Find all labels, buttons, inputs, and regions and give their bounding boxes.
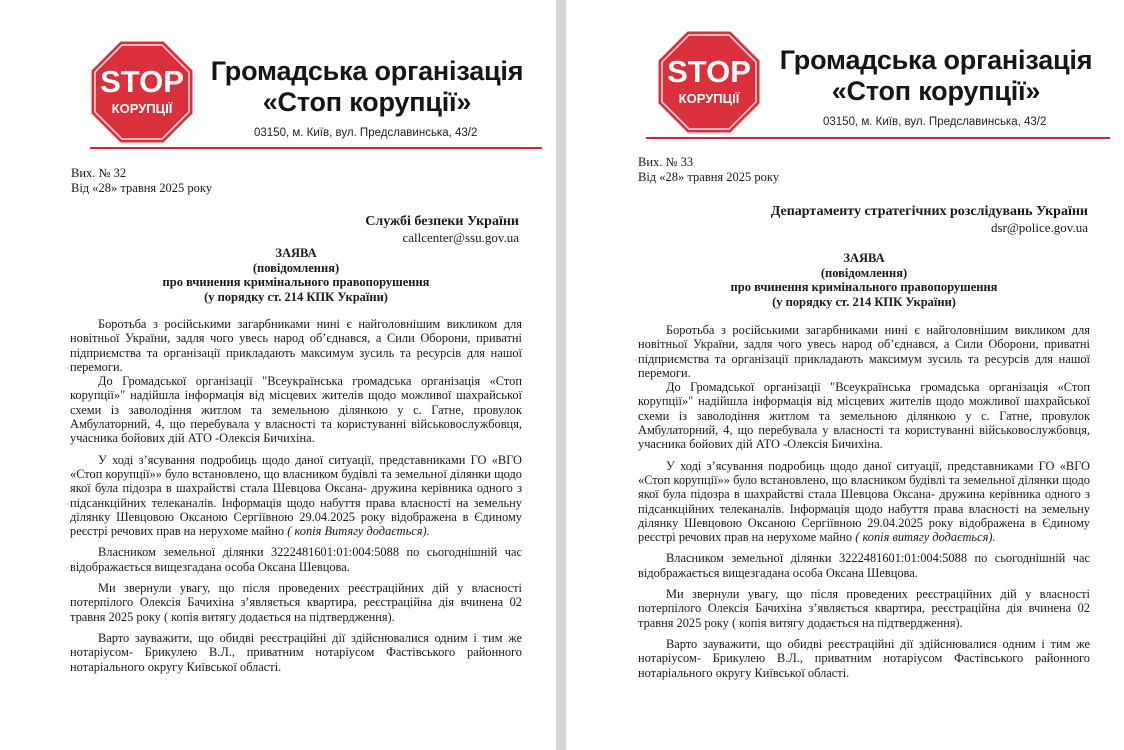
- outgoing-number: Вих. № 33: [638, 155, 694, 169]
- addressee-email: dsr@police.gov.ua: [990, 220, 1088, 235]
- paragraph: Варто зауважити, що обидві реєстраційні дії здійснювалися одним і тим же нотаріусом- Брикулею В.Л., приватним нотаріусом Фастівського районного нотаріального округу Київської області.: [70, 630, 522, 674]
- paragraph: [638, 459, 1090, 545]
- paragraph: Боротьба з російськими загарбниками нині є найголовнішим викликом для новітньої України, задля чого увесь народ об’єднався, а Сили Оборони, приватні підприємства та організації прикладають максимум зусиль та ресурсів для нашої перемоги.: [70, 317, 522, 374]
- heading-subtitle: (повідомлення): [820, 265, 908, 280]
- outgoing-ref: [638, 155, 779, 185]
- letterhead: [0, 0, 556, 150]
- org-name: [196, 56, 538, 118]
- heading-article: (у порядку ст. 214 КПК України): [204, 289, 388, 304]
- heading-subject: про вчинення кримінального правопорушення: [730, 280, 998, 294]
- statement-heading: [70, 246, 522, 304]
- addressee-block: [771, 203, 1088, 236]
- stop-subtitle: КОРУПЦІЇ: [111, 101, 173, 116]
- org-address: 03150, м. Київ, вул. Предславинська, 43/2: [254, 127, 478, 139]
- org-name-line2: «Стоп корупції»: [262, 87, 472, 117]
- heading-article: (у порядку ст. 214 КПК України): [772, 294, 956, 309]
- paragraph: Власником земельної ділянки 3222481601:01:004:5088 по сьогоднішній час відображається вищезгадана особа Оксана Шевцова.: [70, 545, 522, 574]
- outgoing-date: Від «28» травня 2025 року: [71, 181, 213, 195]
- addressee-email: callcenter@ssu.gov.ua: [402, 230, 519, 245]
- heading-subject: про вчинення кримінального правопорушення: [162, 275, 430, 289]
- paragraph: Боротьба з російськими загарбниками нині є найголовнішим викликом для новітньої України, задля чого увесь народ об’єднався, а Сили Оборони, приватні підприємства та організації прикладають максимум зусиль та ресурсів для нашої перемоги.: [638, 323, 1090, 380]
- outgoing-date: Від «28» травня 2025 року: [638, 170, 780, 184]
- org-name-line2: «Стоп корупції»: [831, 76, 1041, 106]
- letterhead-rule: [90, 147, 542, 149]
- statement-body: [70, 317, 522, 681]
- org-name-line1: Громадська організація: [779, 45, 1093, 75]
- org-name: [764, 45, 1108, 107]
- attachment-note: ( копія Витягу додається).: [287, 524, 430, 539]
- stop-word: STOP: [100, 64, 184, 99]
- paragraph: Ми звернули увагу, що після проведених реєстраційних дій у власності потерпілого Олексія Бачихіна з’являється квартира, реєстраційна дія вчинена 02 травня 2025 року ( копія витягу додається на підтвердження).: [638, 587, 1090, 630]
- org-name-line1: Громадська організація: [210, 56, 524, 86]
- statement-body: [638, 323, 1090, 687]
- letter-page-left: [0, 0, 556, 750]
- statement-heading: [638, 251, 1090, 309]
- paragraph: Варто зауважити, що обидві реєстраційні дії здійснювалися одним і тим же нотаріусом- Брикулею В.Л., приватним нотаріусом Фастівського районного нотаріального округу Київської області.: [638, 636, 1090, 680]
- outgoing-number: Вих. № 32: [71, 166, 127, 180]
- paragraph: [70, 453, 522, 539]
- paragraph: До Громадської організації "Всеукраїнська громадська організація «Стоп корупції»" надійшла інформація від місцевих жителів щодо можливої шахрайської схеми із заволодіння житлом та земельною ділянкою у с. Гатне, провулок Амбулаторний, 4, що перебувала у власності та користуванні військовослужбовця, учасника бойових дій АТО -Олексія Бичихіна.: [638, 380, 1090, 452]
- stop-subtitle: КОРУПЦІЇ: [678, 91, 740, 106]
- letter-page-right: [566, 0, 1124, 750]
- addressee-name: Службі безпеки України: [365, 214, 519, 229]
- paragraph: Ми звернули увагу, що після проведених реєстраційних дій у власності потерпілого Олексія Бачихіна з’являється квартира, реєстраційна дія вчинена 02 травня 2025 року ( копія витягу додається на підтвердження).: [70, 581, 522, 624]
- page-gap: [556, 0, 566, 750]
- paragraph-text: У ході з’ясування подробиць щодо даної ситуації, представниками ГО «ВГО «Стоп корупції»» було встановлено, що власником будівлі та земельної ділянки щодо якої була підозра в шахрайстві стала Шевцова Оксана- дружина керівника одного з підсанкційних телеканалів. Інформація щодо набуття права власності на земельну ділянку Шевцовою Оксаною Сергіївною 29.04.2025 року відображена в Єдиному реєстрі речових прав на нерухоме майно: [638, 458, 1090, 545]
- addressee-block: [365, 213, 519, 246]
- heading-title: ЗАЯВА: [843, 251, 885, 265]
- heading-title: ЗАЯВА: [275, 246, 317, 260]
- attachment-note: ( копія витягу додається).: [855, 530, 996, 545]
- stop-corruption-sign-icon: [655, 28, 763, 136]
- paragraph-text: У ході з’ясування подробиць щодо даної ситуації, представниками ГО «ВГО «Стоп корупції»» було встановлено, що власником будівлі та земельної ділянки щодо якої була підозра в шахрайстві стала Шевцова Оксана- дружина керівника одного з підсанкційних телеканалів. Інформація щодо набуття права власності на земельну ділянку Шевцовою Оксаною Сергіївною 29.04.2025 року відображена в Єдиному реєстрі речових прав на нерухоме майно: [70, 452, 522, 539]
- stop-word: STOP: [667, 54, 751, 89]
- heading-subtitle: (повідомлення): [252, 260, 340, 275]
- letterhead: [566, 0, 1124, 150]
- stop-corruption-sign-icon: [88, 38, 196, 146]
- addressee-name: Департаменту стратегічних розслідувань України: [770, 204, 1088, 219]
- outgoing-ref: [71, 166, 212, 196]
- paragraph: До Громадської організації "Всеукраїнська громадська організація «Стоп корупції»" надійшла інформація від місцевих жителів щодо можливої шахрайської схеми із заволодіння житлом та земельною ділянкою у с. Гатне, провулок Амбулаторний, 4, що перебувала у власності та користуванні військовослужбовця, учасника бойових дій АТО -Олексія Бичихіна.: [70, 374, 522, 446]
- letterhead-rule: [646, 137, 1110, 139]
- paragraph: Власником земельної ділянки 3222481601:01:004:5088 по сьогоднішній час відображається вищезгадана особа Оксана Шевцова.: [638, 551, 1090, 580]
- org-address: 03150, м. Київ, вул. Предславинська, 43/2: [823, 116, 1047, 128]
